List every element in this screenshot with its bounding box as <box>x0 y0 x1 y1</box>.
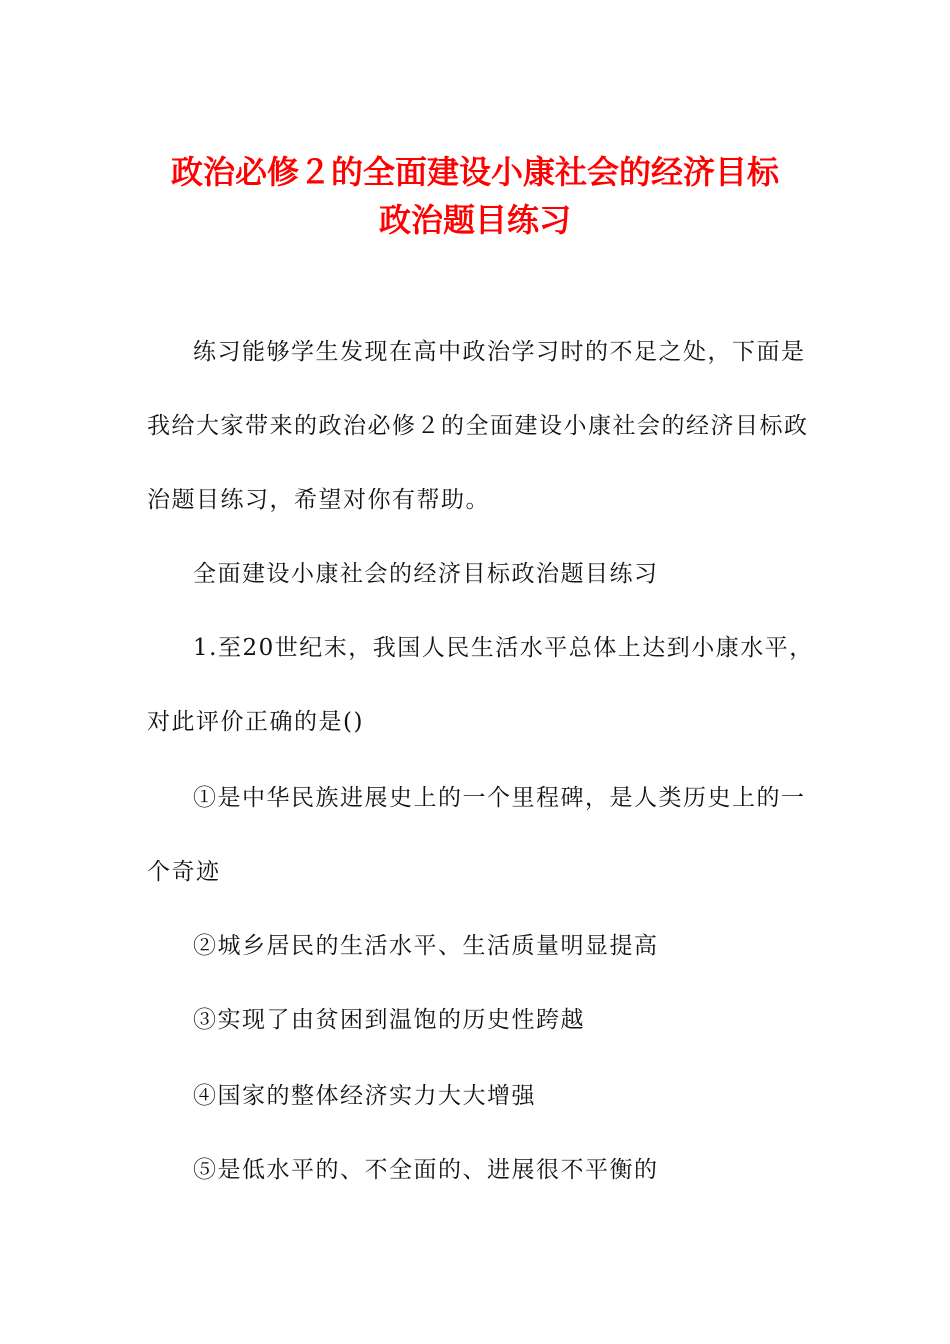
question-1-line-1: 1.至20世纪末，我国人民生活水平总体上达到小康水平， <box>193 635 814 661</box>
option-1-line-1: ①是中华民族进展史上的一个里程碑，是人类历史上的一 <box>193 785 806 811</box>
option-3: ③实现了由贫困到温饱的历史性跨越 <box>193 1007 585 1033</box>
intro-paragraph-line-3: 治题目练习，希望对你有帮助。 <box>147 487 490 513</box>
intro-paragraph-line-1: 练习能够学生发现在高中政治学习时的不足之处，下面是 <box>193 339 806 365</box>
question-1-line-2: 对此评价正确的是() <box>147 709 364 735</box>
document-title-line-1: 政治必修２的全面建设小康社会的经济目标 <box>170 153 779 191</box>
section-heading: 全面建设小康社会的经济目标政治题目练习 <box>193 561 659 587</box>
option-4: ④国家的整体经济实力大大增强 <box>193 1083 536 1109</box>
intro-paragraph-line-2: 我给大家带来的政治必修２的全面建设小康社会的经济目标政 <box>147 413 809 439</box>
option-2: ②城乡居民的生活水平、生活质量明显提高 <box>193 933 659 959</box>
option-1-line-2: 个奇迹 <box>147 859 221 885</box>
document-title-line-2: 政治题目练习 <box>378 201 571 239</box>
option-5: ⑤是低水平的、不全面的、进展很不平衡的 <box>193 1157 659 1183</box>
